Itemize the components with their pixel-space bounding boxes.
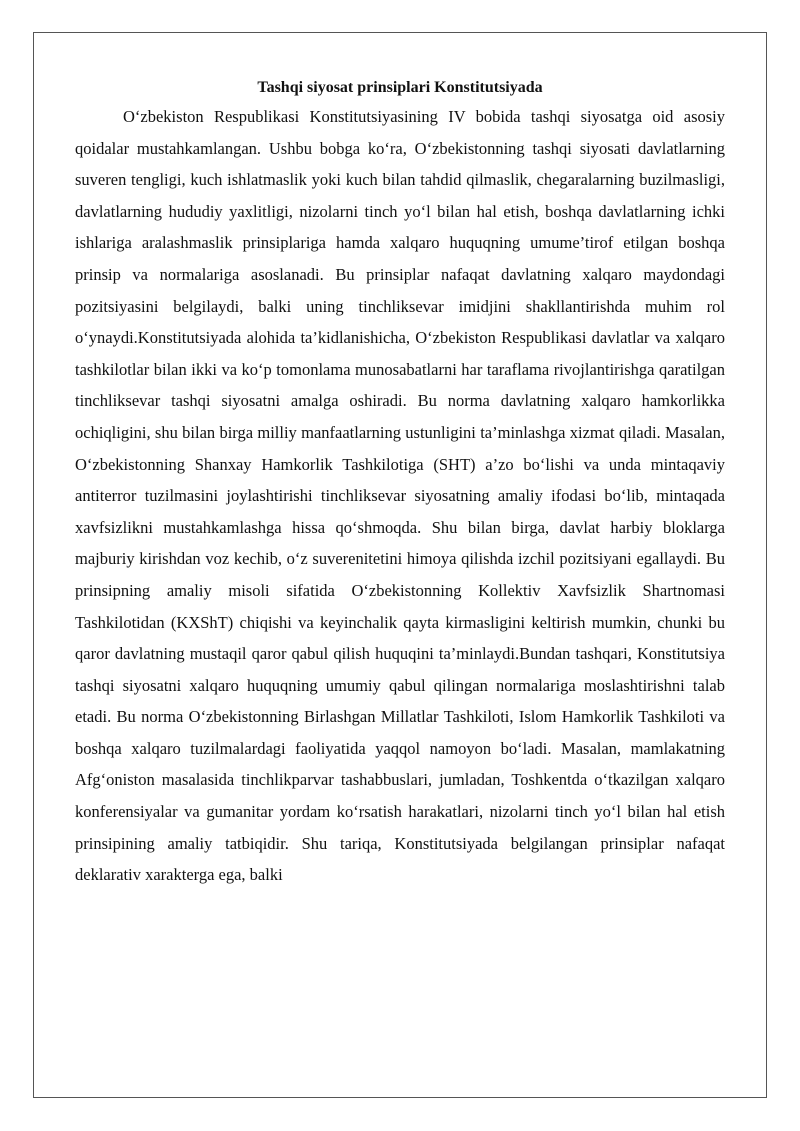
document-title: Tashqi siyosat prinsiplari Konstitutsiyada bbox=[257, 79, 543, 96]
document-page bbox=[75, 72, 725, 891]
document-paragraph: O‘zbekiston Respublikasi Konstitutsiyasining IV bobida tashqi siyosatga oid asosiy qoidalar mustahkamlangan. Ushbu bobga ko‘ra, O‘zbekistonning tashqi siyosati davlatlarning suveren tengligi, kuch ishlatmaslik yoki kuch bilan tahdid qilmaslik, chegaralarning buzilmasligi, davlatlarning hududiy yaxlitligi, nizolarni tinch yo‘l bilan hal etish, boshqa davlatlarning ichki ishlariga aralashmaslik prinsiplariga hamda xalqaro huquqning umume’tirof etilgan boshqa prinsip va normalariga asoslanadi. Bu prinsiplar nafaqat davlatning xalqaro maydondagi pozitsiyasini belgilaydi, balki uning tinchliksevar imidjini shakllantirishda muhim rol o‘ynaydi.Konstitutsiyada alohida ta’kidlanishicha, O‘zbekiston Respublikasi davlatlar va xalqaro tashkilotlar bilan ikki va ko‘p tomonlama munosabatlarni har taraflama rivojlantirishga qaratilgan tinchliksevar tashqi siyosatni amalga oshiradi. Bu norma davlatning xalqaro hamkorlikka ochiqligini, shu bilan birga milliy manfaatlarning ustunligini ta’minlashga xizmat qiladi. Masalan, O‘zbekistonning Shanxay Hamkorlik Tashkilotiga (SHT) a’zo bo‘lishi va unda mintaqaviy antiterror tuzilmasini joylashtirishi tinchliksevar siyosatning amaliy ifodasi bo‘lib, mintaqada xavfsizlikni mustahkamlashga hissa qo‘shmoqda. Shu bilan birga, davlat harbiy bloklarga majburiy kirishdan voz kechib, o‘z suverenitetini himoya qilishda izchil pozitsiyani egallaydi. Bu prinsipning amaliy misoli sifatida O‘zbekistonning Kollektiv Xavfsizlik Shartnomasi Tashkilotidan (KXShT) chiqishi va keyinchalik qayta kirmasligini keltirish mumkin, chunki bu qaror davlatning mustaqil qaror qabul qilish huquqini ta’minlaydi.Bundan tashqari, Konstitutsiya tashqi siyosatni xalqaro huquqning umumiy qabul qilingan normalariga moslashtirishni talab etadi. Bu norma O‘zbekistonning Birlashgan Millatlar Tashkiloti, Islom Hamkorlik Tashkiloti va boshqa xalqaro tuzilmalardagi faoliyatida yaqqol namoyon bo‘ladi. Masalan, mamlakatning Afg‘oniston masalasida tinchlikparvar tashabbuslari, jumladan, Toshkentda o‘tkazilgan xalqaro konferensiyalar va gumanitar yordam ko‘rsatish harakatlari, nizolarni tinch yo‘l bilan hal etish prinsipining amaliy tatbiqidir. Shu tariqa, Konstitutsiyada belgilangan prinsiplar nafaqat deklarativ xarakterga ega, balki bbox=[75, 107, 725, 885]
